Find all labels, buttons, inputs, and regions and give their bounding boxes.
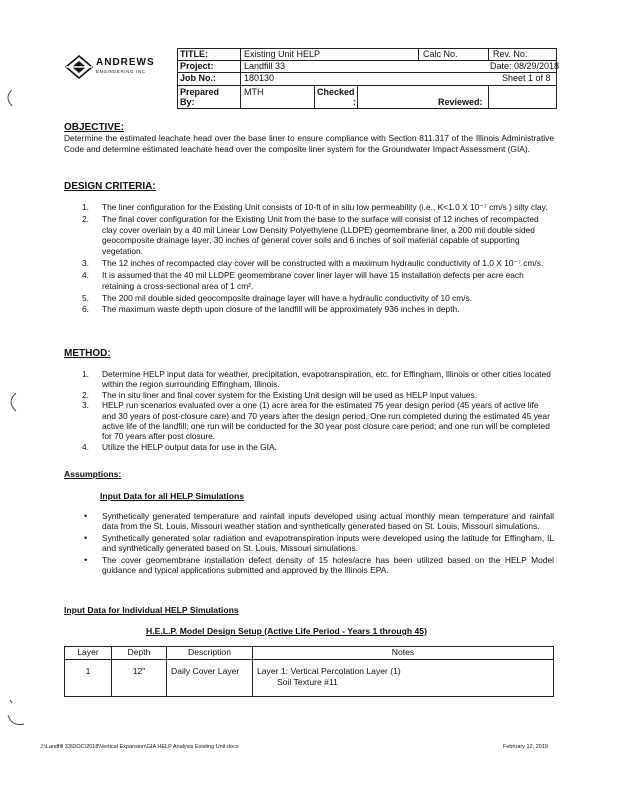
company-name: ANDREWS [96, 57, 155, 68]
item-number: 6. [82, 303, 89, 314]
item-number: 5. [82, 293, 89, 304]
footer-date: February 12, 2019 [503, 744, 548, 750]
job-no-value: 180130 [244, 73, 275, 83]
method-list [82, 369, 554, 452]
title-label: TITLE: [180, 49, 208, 59]
item-number: 3. [82, 400, 89, 411]
column-header-depth: Depth [112, 647, 167, 660]
cell-layer: 1 [65, 660, 112, 697]
list-item [82, 270, 554, 291]
company-subtitle: ENGINEERING INC [96, 69, 146, 74]
checked-label: Checked [317, 87, 355, 97]
item-number: 3. [82, 258, 89, 269]
header-divider [177, 48, 178, 108]
header-divider [488, 48, 489, 60]
title-value: Existing Unit HELP [244, 49, 321, 59]
scan-speck [10, 700, 12, 703]
notes-line: Soil Texture #11 [277, 677, 338, 687]
item-text: The final cover configuration for the Existing Unit from the base to the surface will consist of 12 inches of recompacted clay cover overlain by a 40 mil Linear Low Density Polyethylene (LLDPE) geomembrane liner, a 200 mil double sided geocomposite drainage layer, 30 inches of general cover soils and 6 inches of soil material capable of supporting vegetation. [102, 214, 539, 256]
footer-path: J:\Landfill 33\DOC\2018\Vertical Expansion\GIA HELP Analysis Existing Unit.docx [40, 744, 239, 750]
binder-hole-middle [11, 393, 16, 411]
column-header-notes: Notes [253, 647, 554, 660]
item-text: It is assumed that the 40 mil LLDPE geomembrane cover liner layer will have 15 installation defects per acre each retaining a cross-sectional area of 1 cm². [102, 270, 524, 291]
table-row [65, 660, 554, 697]
objective-text: Determine the estimated leachate head over the base liner to ensure compliance with Section 811.317 of the Illinois Administrative Code and determine estimated leachate head over the composite liner system for the Groundwater Impact Assessment (GIA). [64, 133, 554, 154]
design-criteria-heading: DESIGN CRITERIA: [64, 181, 156, 192]
design-criteria-list [82, 202, 554, 314]
list-item [82, 214, 554, 256]
item-number: 2. [82, 214, 89, 225]
list-item [82, 202, 554, 212]
method-heading: METHOD: [64, 348, 111, 359]
header-divider [556, 48, 557, 108]
binder-hole-bottom [8, 715, 24, 725]
input-all-heading: Input Data for all HELP Simulations [100, 491, 245, 501]
scan-artifacts [0, 0, 40, 800]
item-text: The 12 inches of recompacted clay cover will be constructed with a maximum hydraulic conductivity of 1.0 X 10⁻⁷ cm/s. [102, 258, 544, 269]
item-text: Determine HELP input data for weather, precipitation, evapotranspiration, etc. for Effingham, Illinois or other cities located within the region surrounding Effingham, Illinois. [102, 369, 551, 390]
prepared-label-by: By: [180, 97, 195, 107]
cell-depth: 12" [112, 660, 167, 697]
company-logo [64, 54, 172, 82]
item-number: 1. [82, 202, 89, 212]
objective-heading: OBJECTIVE: [64, 122, 125, 133]
input-individual-heading: Input Data for Individual HELP Simulations [64, 605, 239, 615]
reviewed-label: Reviewed: [438, 97, 483, 107]
list-item [82, 304, 554, 314]
assumptions-heading: Assumptions: [64, 469, 122, 479]
header-divider [240, 48, 241, 108]
item-text: The maximum waste depth upon closure of the landfill will be approximately 936 inches in depth. [102, 303, 460, 314]
item-text: HELP run scenarios evaluated over a one (1) acre area for the estimated 75 year design period (45 years of active life and 30 years of post-closure care) and 70 years after the design period. One run completed during the estimated 45 year active life of the landfill; one run will be conducted for the 30 year post closure care period; and one run will be completed for 70 years after post closure. [102, 400, 550, 442]
project-value: Landfill 33 [244, 61, 286, 71]
header-rule [177, 108, 557, 109]
list-item [82, 442, 554, 452]
column-header-layer: Layer [65, 647, 112, 660]
table-caption: H.E.L.P. Model Design Setup (Active Life Period - Years 1 through 45) [146, 626, 427, 636]
list-item [82, 293, 554, 303]
item-text: The 200 mil double sided geocomposite drainage layer will have a hydraulic conductivity of 10 cm/s. [102, 293, 473, 304]
list-item: • Synthetically generated temperature and rainfall inputs developed using actual monthly mean temperature and rainfall data from the St. Louis, Missouri weather station and synthetically generated based on St. Louis, Missouri simulations. [82, 511, 554, 532]
header-rule [177, 72, 557, 73]
calc-no-label: Calc No. [423, 49, 458, 59]
help-setup-table [64, 646, 554, 697]
binder-hole-top [8, 90, 12, 106]
prepared-by-value: MTH [244, 87, 264, 97]
date-label: Date: [490, 61, 512, 71]
rev-no-label: Rev. No. [493, 49, 528, 59]
list-item [82, 390, 554, 400]
list-item [82, 258, 554, 268]
item-text: Utilize the HELP output data for use in the GIA. [102, 441, 277, 452]
list-item: • Synthetically generated solar radiation and evapotranspiration inputs were developed using the latitude for Effingham, IL and synthetically generated based on St. Louis, Missouri simulations. [82, 533, 554, 554]
header-divider [357, 86, 358, 108]
andrews-logo-icon [64, 54, 94, 80]
sheet-number: Sheet 1 of 8 [502, 73, 551, 83]
job-no-label: Job No.: [180, 73, 216, 83]
project-label: Project: [180, 61, 214, 71]
prepared-label: Prepared [180, 87, 220, 97]
column-header-description: Description [167, 647, 253, 660]
list-item [82, 400, 554, 442]
item-number: 4. [82, 441, 89, 452]
header-divider [314, 86, 315, 108]
item-number: 4. [82, 270, 89, 281]
cell-description: Daily Cover Layer [167, 660, 253, 697]
header-divider [418, 48, 419, 60]
assumptions-list [82, 511, 554, 576]
item-number: 2. [82, 389, 89, 400]
header-rule [177, 85, 557, 86]
notes-line: Layer 1: Vertical Percolation Layer (1) [257, 666, 401, 676]
date-value: 08/29/2018 [514, 61, 560, 71]
item-text: The liner configuration for the Existing Unit consists of 10-ft of in situ low permeability (i.e., K<1.0 X 10⁻⁷ cm/s ) silty clay. [102, 202, 548, 212]
list-item [82, 369, 554, 390]
checked-colon: : [353, 97, 356, 107]
list-item: • The cover geomembrane installation defect density of 15 holes/acre has been utilized based on the HELP Model guidance and typical applications submitted and approved by the Illinois EPA. [82, 555, 554, 576]
item-text: The in situ liner and final cover system for the Existing Unit design will be used as HELP input values. [102, 389, 478, 400]
header-divider [488, 86, 489, 108]
item-number: 1. [82, 369, 89, 379]
cell-notes [253, 660, 554, 697]
table-header-row [65, 647, 554, 660]
